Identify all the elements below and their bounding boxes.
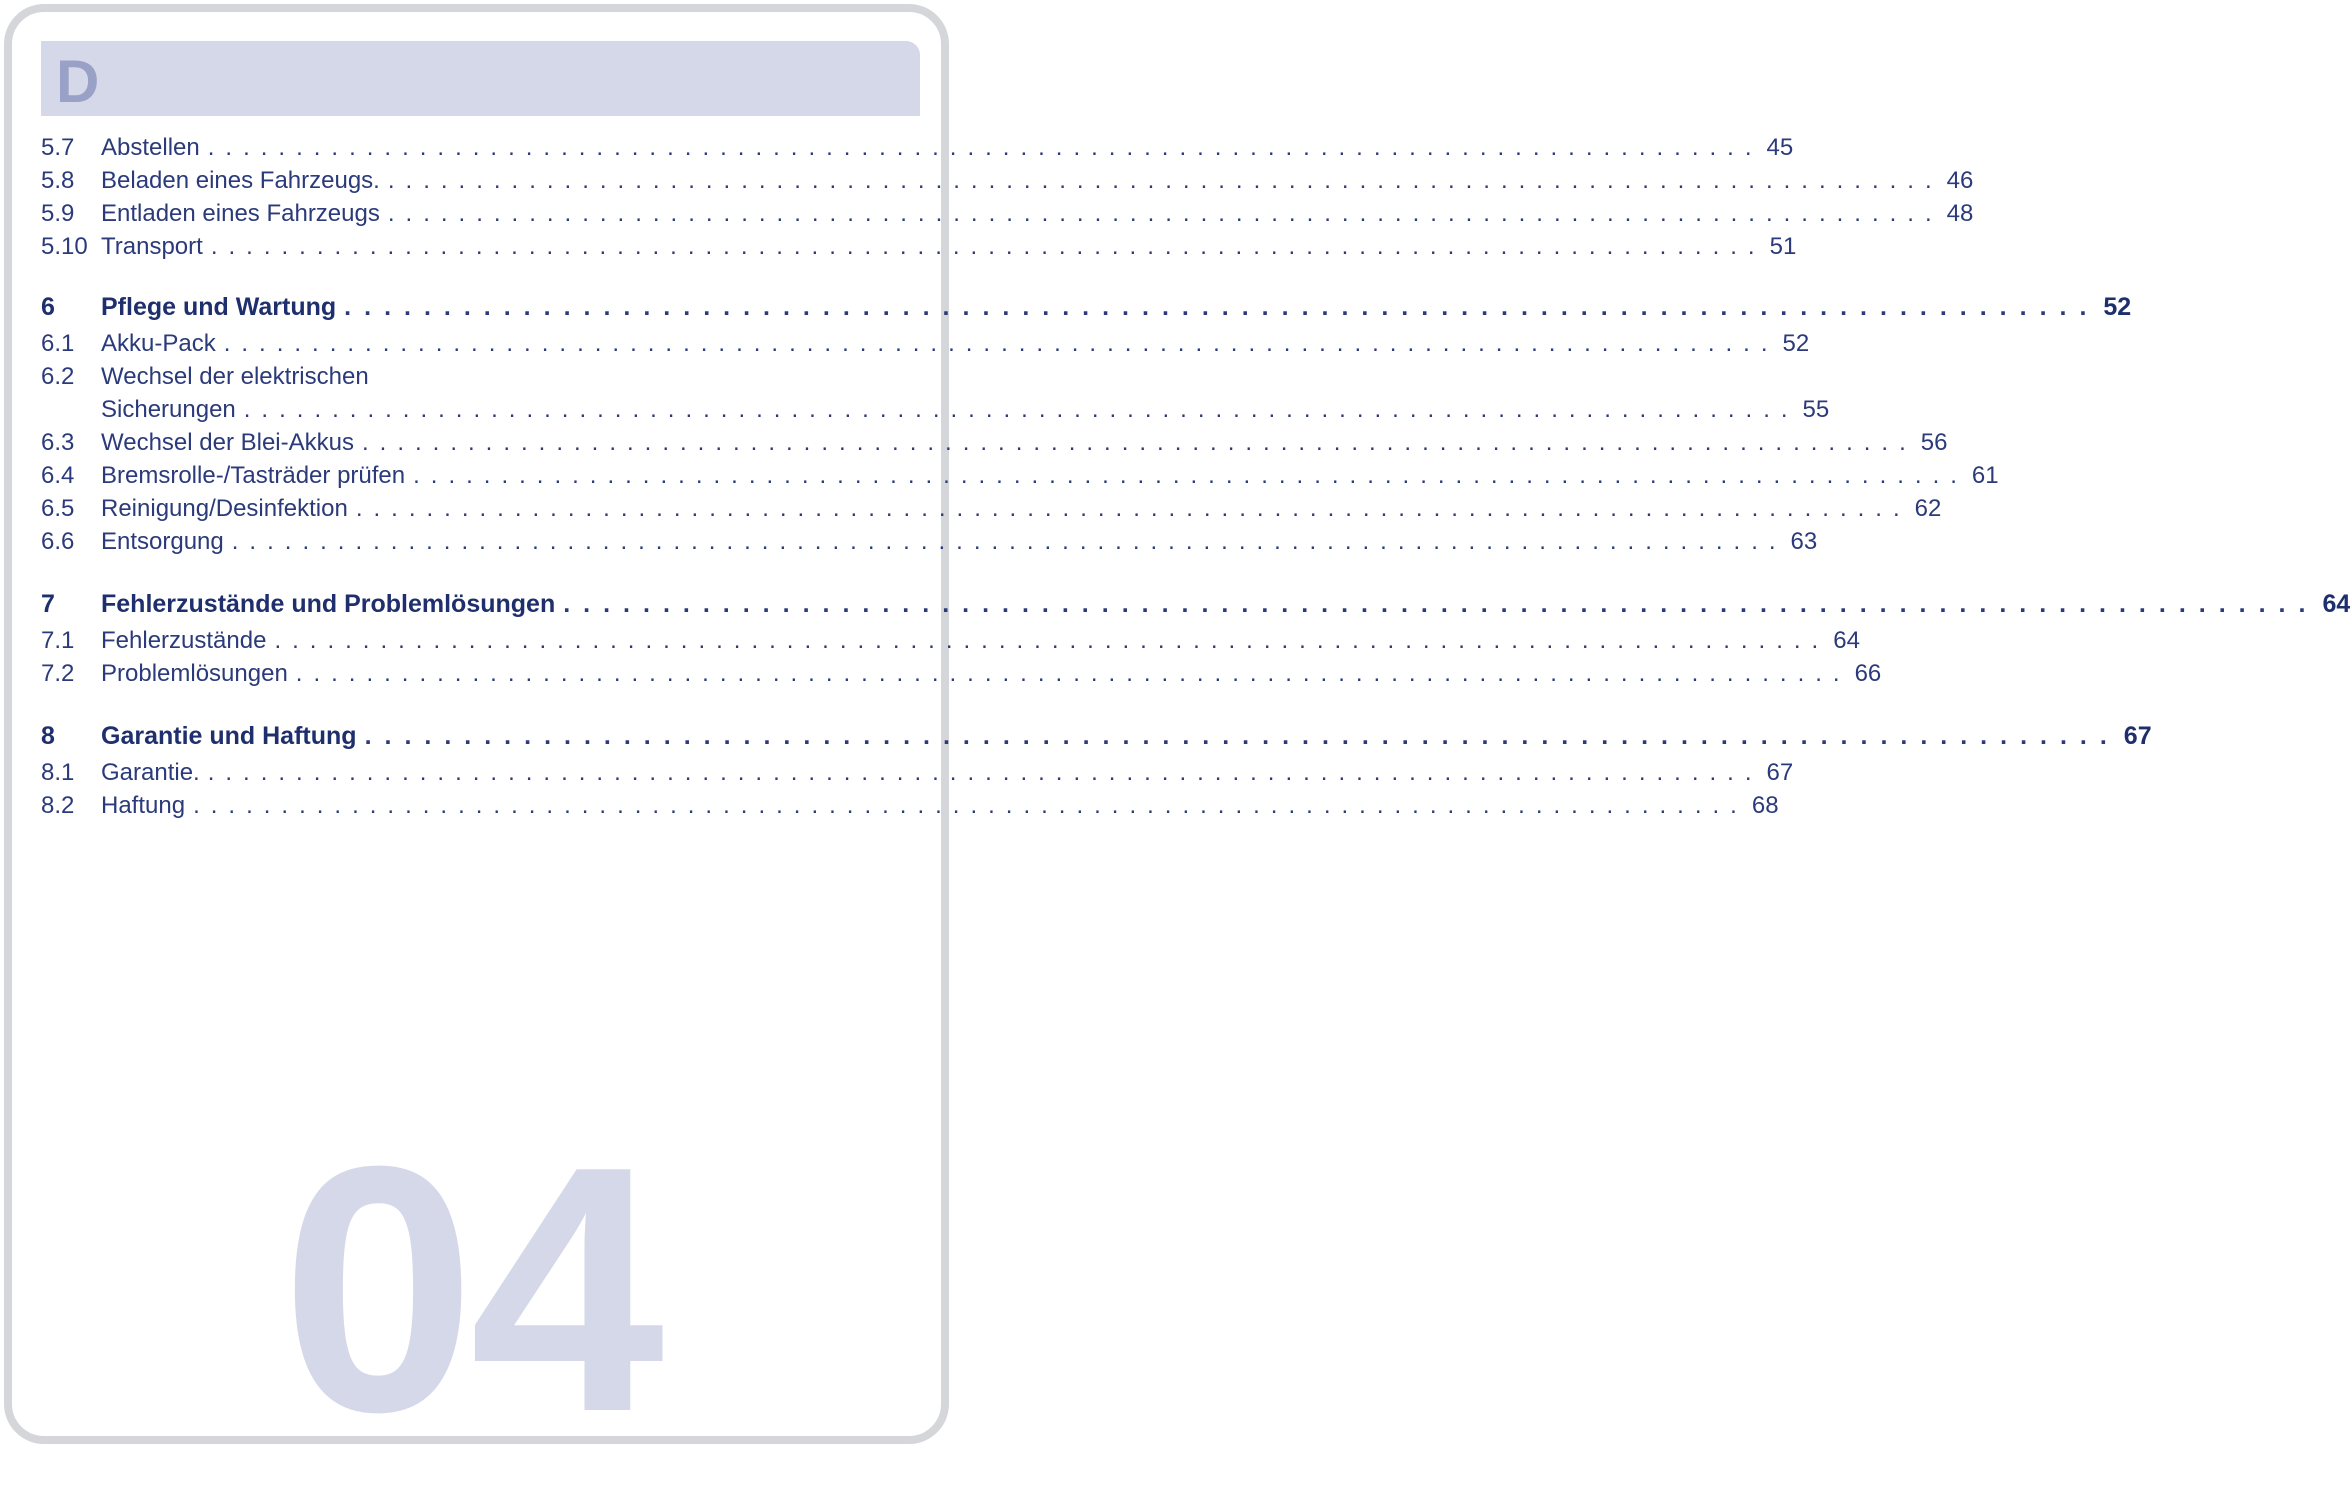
dot-leader: ........................................................................................ bbox=[387, 200, 1943, 227]
dot-leader: ........................................................................................ bbox=[295, 660, 1851, 687]
toc-entry-title: Haftung bbox=[101, 792, 186, 819]
toc-entry-page: 55 bbox=[1802, 396, 1830, 423]
toc-entry-number: 5.8 bbox=[41, 167, 75, 194]
dot-leader: ........................................................................................ bbox=[210, 233, 1766, 260]
toc-entry-number: 8.2 bbox=[41, 792, 75, 819]
toc-entry-number: 5.9 bbox=[41, 200, 75, 227]
dot-leader: ........................................................................................ bbox=[364, 722, 2120, 750]
toc-entry-title: Transport bbox=[101, 233, 203, 260]
dot-leader: ........................................................................................ bbox=[274, 627, 1830, 654]
toc-entry-title: Entladen eines Fahrzeugs bbox=[101, 200, 380, 227]
toc-entry-title: Garantie. bbox=[101, 759, 200, 786]
dot-leader: ........................................................................................ bbox=[387, 167, 1943, 194]
toc-entry-8-2[interactable] bbox=[41, 789, 1779, 822]
toc-entry-page: 62 bbox=[1914, 495, 1942, 522]
toc-entry-6-2-line2[interactable] bbox=[41, 393, 1830, 426]
toc-chapter-page: 67 bbox=[2123, 722, 2152, 750]
dot-leader: ........................................................................................ bbox=[344, 293, 2100, 321]
toc-entry-title: Fehlerzustände bbox=[101, 627, 267, 654]
toc-entry-page: 45 bbox=[1766, 134, 1794, 161]
page-number-watermark: 04 bbox=[281, 1094, 659, 1485]
toc-chapter-page: 64 bbox=[2322, 590, 2350, 618]
toc-entry-7-1[interactable] bbox=[41, 624, 1860, 657]
dot-leader: ........................................................................................ bbox=[361, 429, 1917, 456]
toc-chapter-number: 7 bbox=[41, 590, 55, 618]
toc-entry-number: 5.10 bbox=[41, 233, 88, 260]
toc-entry-page: 56 bbox=[1920, 429, 1948, 456]
toc-entry-6-3[interactable] bbox=[41, 426, 1948, 459]
dot-leader: ........................................................................................ bbox=[231, 528, 1787, 555]
dot-leader: ........................................................................................ bbox=[193, 792, 1748, 819]
toc-chapter-number: 8 bbox=[41, 722, 55, 750]
section-spacer bbox=[41, 690, 913, 716]
dot-leader: ........................................................................................ bbox=[355, 495, 1911, 522]
toc-entry-6-1[interactable] bbox=[41, 327, 1810, 360]
toc-chapter-6[interactable] bbox=[41, 287, 2132, 327]
toc-chapter-page: 52 bbox=[2103, 293, 2132, 321]
toc-entry-number: 6.3 bbox=[41, 429, 75, 456]
dot-leader: ........................................................................................ bbox=[243, 396, 1799, 423]
toc-entry-6-5[interactable] bbox=[41, 492, 1942, 525]
toc-chapter-number: 6 bbox=[41, 293, 55, 321]
toc-entry-page: 68 bbox=[1751, 792, 1779, 819]
toc-entry-page: 63 bbox=[1790, 528, 1818, 555]
toc-chapter-title: Fehlerzustände und Problemlösungen bbox=[101, 590, 556, 618]
toc-entry-title: Akku-Pack bbox=[101, 330, 216, 357]
toc-entry-number: 5.7 bbox=[41, 134, 75, 161]
language-letter: D bbox=[56, 48, 100, 115]
toc-chapter-title: Garantie und Haftung bbox=[101, 722, 357, 750]
toc-entry-page: 61 bbox=[1971, 462, 1999, 489]
toc-entry-5-7[interactable] bbox=[41, 131, 1794, 164]
toc-entry-6-6[interactable] bbox=[41, 525, 1818, 558]
toc-entry-title: Reinigung/Desinfektion bbox=[101, 495, 348, 522]
toc-entry-6-4[interactable] bbox=[41, 459, 1999, 492]
toc-entry-5-10[interactable] bbox=[41, 230, 1797, 263]
dot-leader: ........................................................................................ bbox=[563, 590, 2319, 618]
toc-entry-page: 52 bbox=[1782, 330, 1810, 357]
section-spacer bbox=[41, 263, 913, 287]
toc-entry-page: 51 bbox=[1769, 233, 1797, 260]
toc-entry-page: 67 bbox=[1766, 759, 1794, 786]
toc-entry-title: Entsorgung bbox=[101, 528, 224, 555]
dot-leader: ........................................................................................ bbox=[207, 759, 1763, 786]
toc-entry-8-1[interactable] bbox=[41, 756, 1794, 789]
dot-leader: ........................................................................................ bbox=[207, 134, 1763, 161]
header-band bbox=[41, 41, 920, 116]
toc-entry-5-9[interactable] bbox=[41, 197, 1974, 230]
toc-entry-number: 6.5 bbox=[41, 495, 75, 522]
toc-entry-title: Beladen eines Fahrzeugs. bbox=[101, 167, 380, 194]
toc-chapter-8[interactable] bbox=[41, 716, 2152, 756]
toc-entry-number: 6.1 bbox=[41, 330, 75, 357]
toc-entry-page: 66 bbox=[1854, 660, 1882, 687]
toc-entry-title: Wechsel der Blei-Akkus bbox=[101, 429, 354, 456]
table-of-contents bbox=[41, 131, 2350, 822]
toc-entry-page: 46 bbox=[1946, 167, 1974, 194]
toc-entry-number: 7.1 bbox=[41, 627, 75, 654]
toc-entry-number: 6.4 bbox=[41, 462, 75, 489]
toc-entry-number: 7.2 bbox=[41, 660, 75, 687]
toc-chapter-7[interactable] bbox=[41, 584, 2350, 624]
toc-entry-6-2-line1[interactable] bbox=[41, 360, 913, 393]
toc-entry-title: Bremsrolle-/Tasträder prüfen bbox=[101, 462, 406, 489]
dot-leader: ........................................................................................ bbox=[223, 330, 1779, 357]
toc-entry-title: Abstellen bbox=[101, 134, 200, 161]
toc-entry-number: 6.6 bbox=[41, 528, 75, 555]
toc-entry-title-line2: Sicherungen bbox=[101, 396, 236, 423]
toc-entry-page: 48 bbox=[1946, 200, 1974, 227]
toc-entry-7-2[interactable] bbox=[41, 657, 1882, 690]
toc-entry-title: Problemlösungen bbox=[101, 660, 288, 687]
toc-entry-5-8[interactable] bbox=[41, 164, 1974, 197]
section-spacer bbox=[41, 558, 913, 584]
toc-entry-title-line1: Wechsel der elektrischen bbox=[101, 363, 369, 390]
toc-entry-number: 6.2 bbox=[41, 363, 75, 390]
toc-entry-number: 8.1 bbox=[41, 759, 75, 786]
toc-chapter-title: Pflege und Wartung bbox=[101, 293, 337, 321]
dot-leader: ........................................................................................ bbox=[413, 462, 1968, 489]
toc-entry-page: 64 bbox=[1833, 627, 1860, 654]
